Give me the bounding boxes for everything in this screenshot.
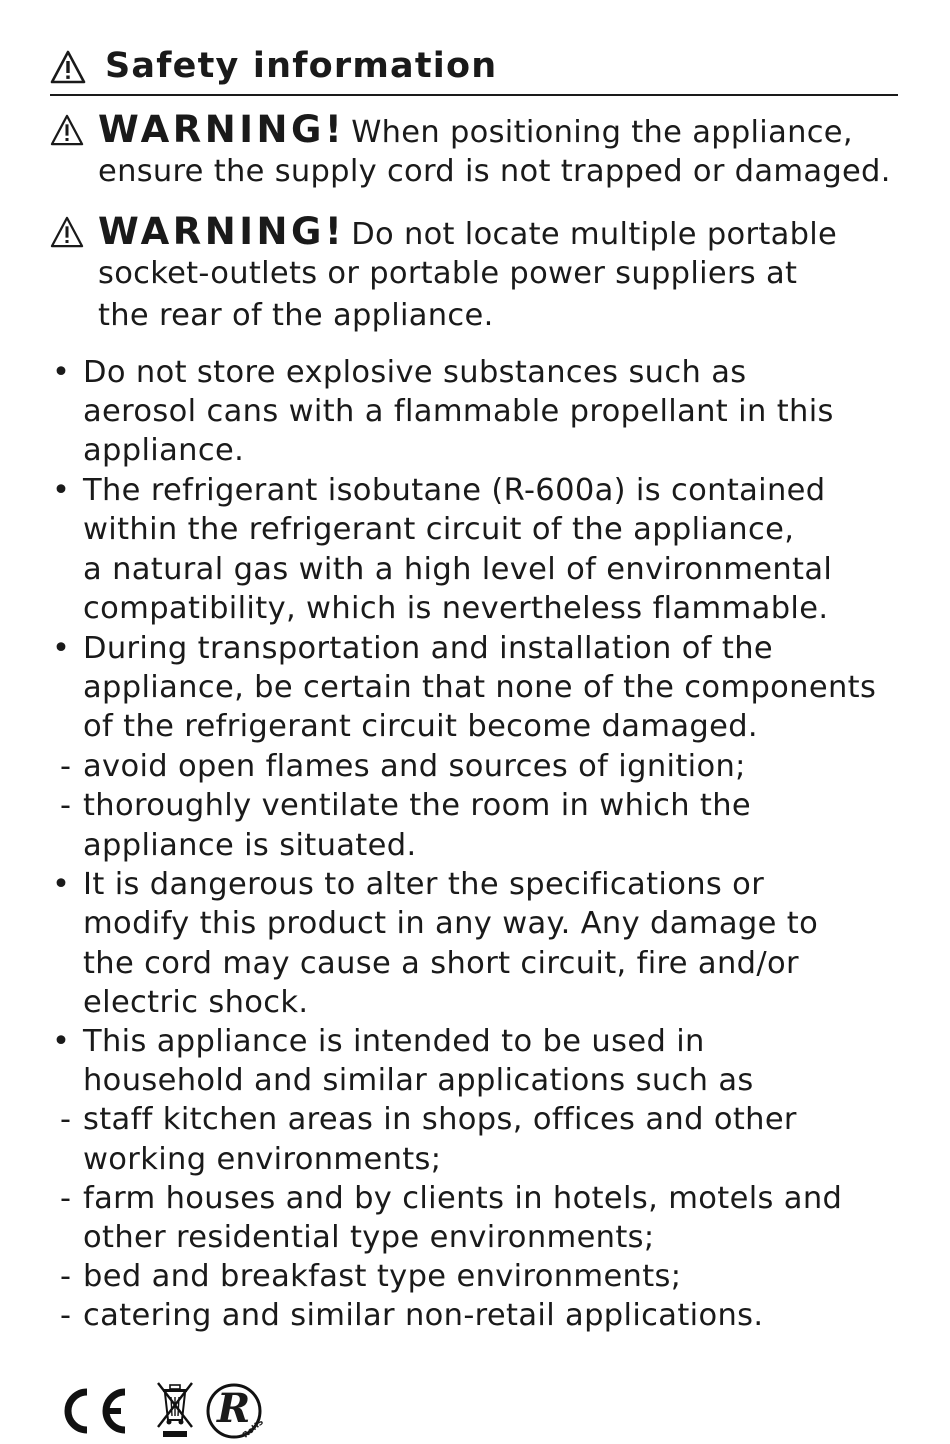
bullet-marker: • <box>52 1024 70 1059</box>
body-line: This appliance is intended to be used in <box>83 1024 705 1059</box>
weee-crossed-bin-icon <box>155 1380 195 1438</box>
dash-marker: - <box>60 788 72 823</box>
body-line: aerosol cans with a flammable propellant in this <box>83 394 834 429</box>
warning-triangle-icon <box>50 216 84 248</box>
warning-keyword: WARNING! <box>98 210 346 253</box>
dash-marker: - <box>60 749 72 784</box>
warning-first-line <box>98 210 837 253</box>
body-line: appliance. <box>83 433 245 468</box>
body-line: thoroughly ventilate the room in which the <box>83 788 752 823</box>
body-line: a natural gas with a high level of environmental <box>83 552 833 587</box>
body-line: compatibility, which is nevertheless flammable. <box>83 591 829 626</box>
warning-continuation-line: ensure the supply cord is not trapped or damaged. <box>98 154 891 189</box>
body-line: working environments; <box>83 1142 442 1177</box>
bullet-marker: • <box>52 867 70 902</box>
ce-mark-icon <box>55 1386 135 1436</box>
dash-marker: - <box>60 1181 72 1216</box>
warning-triangle-icon <box>50 114 84 146</box>
certification-logos <box>55 1380 285 1444</box>
body-line: During transportation and installation of the <box>83 631 774 666</box>
bullet-marker: • <box>52 631 70 666</box>
rohs-letter: R <box>217 1385 251 1432</box>
dash-marker: - <box>60 1259 72 1294</box>
warning-first-line <box>98 108 853 151</box>
body-line: within the refrigerant circuit of the appliance, <box>83 512 795 547</box>
warning-keyword: WARNING! <box>98 108 346 151</box>
warning-continuation-line: socket-outlets or portable power suppliers at <box>98 256 798 291</box>
body-line: appliance is situated. <box>83 828 417 863</box>
body-line: Do not store explosive substances such as <box>83 355 747 390</box>
body-line: bed and breakfast type environments; <box>83 1259 682 1294</box>
section-header <box>50 44 898 96</box>
page-title: Safety information <box>105 46 498 86</box>
body-line: the cord may cause a short circuit, fire and/or <box>83 946 799 981</box>
warning-text: Do not locate multiple portable <box>351 217 838 252</box>
warning-triangle-icon <box>50 50 86 84</box>
body-line: It is dangerous to alter the specifications or <box>83 867 765 902</box>
body-line: staff kitchen areas in shops, offices and other <box>83 1102 797 1137</box>
bullet-marker: • <box>52 473 70 508</box>
body-line: modify this product in any way. Any damage to <box>83 906 819 941</box>
body-line: household and similar applications such as <box>83 1063 754 1098</box>
rohs-mark-icon <box>205 1382 266 1440</box>
body-line: other residential type environments; <box>83 1220 655 1255</box>
dash-marker: - <box>60 1102 72 1137</box>
warning-continuation-line: the rear of the appliance. <box>98 298 494 333</box>
body-line: The refrigerant isobutane (R-600a) is contained <box>83 473 826 508</box>
body-line: electric shock. <box>83 985 309 1020</box>
warning-text: When positioning the appliance, <box>351 115 853 150</box>
dash-marker: - <box>60 1298 72 1333</box>
body-line: farm houses and by clients in hotels, motels and <box>83 1181 843 1216</box>
body-line: of the refrigerant circuit become damaged. <box>83 709 758 744</box>
bullet-marker: • <box>52 355 70 390</box>
body-line: avoid open flames and sources of ignition; <box>83 749 746 784</box>
body-line: appliance, be certain that none of the components <box>83 670 877 705</box>
rohs-label: RoHS <box>240 1417 266 1440</box>
body-line: catering and similar non-retail applications. <box>83 1298 764 1333</box>
